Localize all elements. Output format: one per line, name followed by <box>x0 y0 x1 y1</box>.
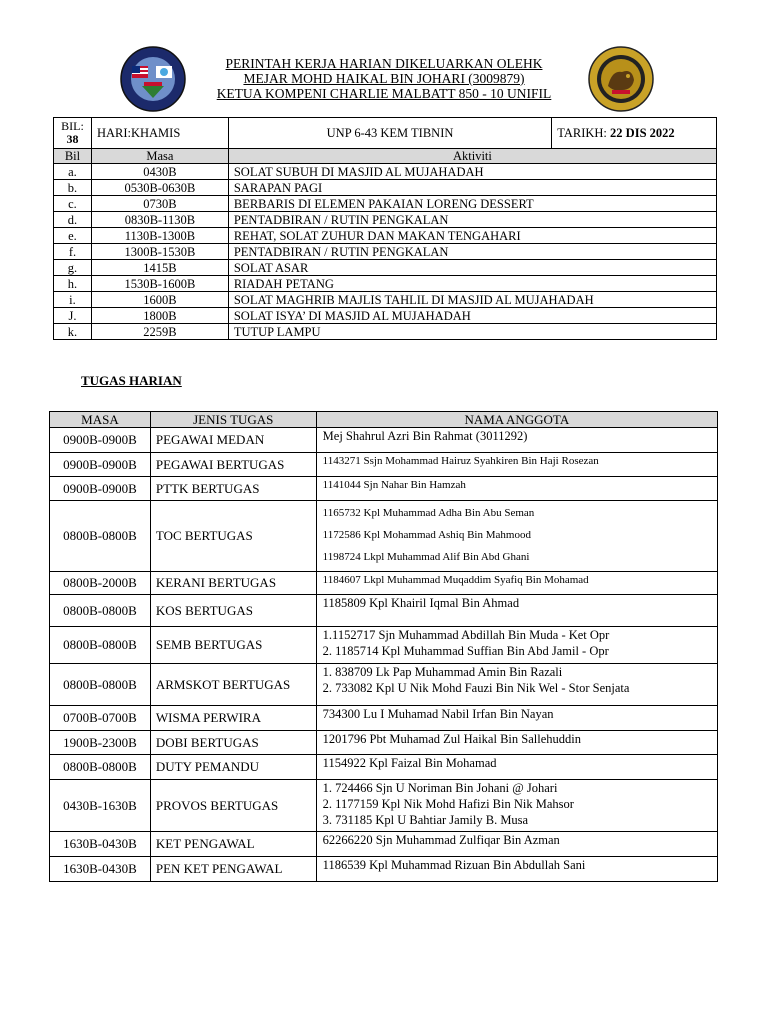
nama-anggota <box>316 477 717 501</box>
table-row <box>50 832 718 857</box>
nama-anggota <box>316 501 717 572</box>
table-row <box>54 164 717 180</box>
masa: 0800B-0800B <box>50 595 151 627</box>
member-name: 1184607 Lkpl Muhammad Muqaddim Syafiq Bin Mohamad <box>322 574 589 586</box>
jenis-tugas: PEGAWAI BERTUGAS <box>150 453 316 477</box>
tugas-harian-title: TUGAS HARIAN <box>81 373 182 388</box>
table-row <box>54 276 717 292</box>
masa: 1630B-0430B <box>50 832 151 857</box>
header-line-3: KETUA KOMPENI CHARLIE MALBATT 850 - 10 UNIFIL <box>216 86 552 101</box>
bil: b. <box>54 180 92 196</box>
nama-anggota <box>316 755 717 780</box>
member-name: 1154922 Kpl Faizal Bin Mohamad <box>322 756 497 770</box>
daily-schedule-table <box>53 117 717 340</box>
masa: 1630B-0430B <box>50 857 151 882</box>
member-name: 2. 733082 Kpl U Nik Mohd Fauzi Bin Nik Wel - Stor Senjata <box>322 681 630 695</box>
col-header-masa: MASA <box>50 412 151 428</box>
jenis-tugas: KOS BERTUGAS <box>150 595 316 627</box>
location-cell: UNP 6-43 KEM TIBNIN <box>228 118 551 149</box>
masa: 0430B <box>91 164 228 180</box>
header-line-2: MEJAR MOHD HAIKAL BIN JOHARI (3009879) <box>243 71 525 86</box>
jenis-tugas: PTTK BERTUGAS <box>150 477 316 501</box>
masa: 1530B-1600B <box>91 276 228 292</box>
nama-anggota <box>316 857 717 882</box>
tarikh-cell <box>552 118 717 149</box>
member-name: 1201796 Pbt Muhamad Zul Haikal Bin Sallehuddin <box>322 732 581 746</box>
table-row <box>50 501 718 572</box>
aktiviti: TUTUP LAMPU <box>228 324 716 340</box>
masa: 1300B-1530B <box>91 244 228 260</box>
nama-anggota <box>316 832 717 857</box>
aktiviti: REHAT, SOLAT ZUHUR DAN MAKAN TENGAHARI <box>228 228 716 244</box>
bil: c. <box>54 196 92 212</box>
nama-anggota <box>316 627 717 664</box>
bil: a. <box>54 164 92 180</box>
bil: h. <box>54 276 92 292</box>
masa: 1130B-1300B <box>91 228 228 244</box>
masa: 2259B <box>91 324 228 340</box>
nama-anggota <box>316 572 717 595</box>
masa: 0800B-0800B <box>50 755 151 780</box>
bil: e. <box>54 228 92 244</box>
table-row <box>54 244 717 260</box>
aktiviti: BERBARIS DI ELEMEN PAKAIAN LORENG DESSERT <box>228 196 716 212</box>
aktiviti: SOLAT SUBUH DI MASJID AL MUJAHADAH <box>228 164 716 180</box>
table-row <box>54 324 717 340</box>
bil-label: BIL: <box>61 119 84 133</box>
masa: 0430B-1630B <box>50 780 151 832</box>
member-name: 1141044 Sjn Nahar Bin Hamzah <box>322 479 466 491</box>
member-name: 1198724 Lkpl Muhammad Alif Bin Abd Ghani <box>322 551 530 563</box>
table-row <box>50 453 718 477</box>
member-name: 1185809 Kpl Khairil Iqmal Bin Ahmad <box>322 596 520 610</box>
bil: d. <box>54 212 92 228</box>
table-row <box>50 780 718 832</box>
member-name: 62266220 Sjn Muhammad Zulfiqar Bin Azman <box>322 833 560 847</box>
jenis-tugas: PROVOS BERTUGAS <box>150 780 316 832</box>
table-row <box>50 595 718 627</box>
table-row <box>54 292 717 308</box>
table-row <box>50 664 718 706</box>
col-header-jenis-tugas: JENIS TUGAS <box>150 412 316 428</box>
member-name: 3. 731185 Kpl U Bahtiar Jamily B. Musa <box>322 813 529 827</box>
col-header-nama-anggota: NAMA ANGGOTA <box>316 412 717 428</box>
col-header-bil: Bil <box>54 149 92 164</box>
masa: 0900B-0900B <box>50 477 151 501</box>
table-row <box>54 212 717 228</box>
table-row <box>54 180 717 196</box>
jenis-tugas: WISMA PERWIRA <box>150 706 316 731</box>
masa: 0800B-0800B <box>50 501 151 572</box>
member-name: Mej Shahrul Azri Bin Rahmat (3011292) <box>322 429 528 443</box>
jenis-tugas: KET PENGAWAL <box>150 832 316 857</box>
document-header <box>150 56 618 101</box>
jenis-tugas: PEGAWAI MEDAN <box>150 428 316 453</box>
nama-anggota <box>316 428 717 453</box>
masa: 0800B-2000B <box>50 572 151 595</box>
header-line-1: PERINTAH KERJA HARIAN DIKELUARKAN OLEHK <box>225 56 543 71</box>
duty-roster-table <box>49 411 718 882</box>
nama-anggota <box>316 595 717 627</box>
bil-number: 38 <box>66 132 79 146</box>
member-name: 1165732 Kpl Muhammad Adha Bin Abu Seman <box>322 507 535 519</box>
masa: 0730B <box>91 196 228 212</box>
member-name: 1143271 Ssjn Mohammad Hairuz Syahkiren Bin Haji Rosezan <box>322 455 599 467</box>
member-name: 2. 1185714 Kpl Muhammad Suffian Bin Abd Jamil - Opr <box>322 644 609 658</box>
masa: 1600B <box>91 292 228 308</box>
table-row <box>50 731 718 755</box>
table-row <box>50 706 718 731</box>
member-name: 1186539 Kpl Muhammad Rizuan Bin Abdullah Sani <box>322 858 586 872</box>
masa: 0700B-0700B <box>50 706 151 731</box>
jenis-tugas: SEMB BERTUGAS <box>150 627 316 664</box>
tarikh-value: 22 DIS 2022 <box>610 125 675 140</box>
nama-anggota <box>316 731 717 755</box>
masa: 0800B-0800B <box>50 627 151 664</box>
table-row <box>54 196 717 212</box>
duty-header-row <box>50 412 718 428</box>
aktiviti: RIADAH PETANG <box>228 276 716 292</box>
col-header-masa: Masa <box>91 149 228 164</box>
table-row <box>50 428 718 453</box>
jenis-tugas: KERANI BERTUGAS <box>150 572 316 595</box>
nama-anggota <box>316 453 717 477</box>
tarikh-label: TARIKH: <box>557 125 611 140</box>
nama-anggota <box>316 780 717 832</box>
nama-anggota <box>316 706 717 731</box>
col-header-aktiviti: Aktiviti <box>228 149 716 164</box>
bil-cell <box>54 118 92 149</box>
member-name: 1.1152717 Sjn Muhammad Abdillah Bin Muda - Ket Opr <box>322 628 610 642</box>
jenis-tugas: DOBI BERTUGAS <box>150 731 316 755</box>
masa: 1900B-2300B <box>50 731 151 755</box>
aktiviti: SOLAT MAGHRIB MAJLIS TAHLIL DI MASJID AL MUJAHADAH <box>228 292 716 308</box>
member-name: 1172586 Kpl Mohammad Ashiq Bin Mahmood <box>322 529 531 541</box>
masa: 0900B-0900B <box>50 453 151 477</box>
jenis-tugas: ARMSKOT BERTUGAS <box>150 664 316 706</box>
table-row <box>50 755 718 780</box>
table-row <box>50 477 718 501</box>
table-row <box>50 857 718 882</box>
member-name: 734300 Lu I Muhamad Nabil Irfan Bin Nayan <box>322 707 554 721</box>
aktiviti: PENTADBIRAN / RUTIN PENGKALAN <box>228 244 716 260</box>
member-name: 1. 838709 Lk Pap Muhammad Amin Bin Razali <box>322 665 563 679</box>
schedule-header-row <box>54 149 717 164</box>
aktiviti: PENTADBIRAN / RUTIN PENGKALAN <box>228 212 716 228</box>
bil: i. <box>54 292 92 308</box>
aktiviti: SOLAT ASAR <box>228 260 716 276</box>
aktiviti: SARAPAN PAGI <box>228 180 716 196</box>
bil: g. <box>54 260 92 276</box>
jenis-tugas: PEN KET PENGAWAL <box>150 857 316 882</box>
hari-cell: HARI:KHAMIS <box>91 118 228 149</box>
bil: f. <box>54 244 92 260</box>
nama-anggota <box>316 664 717 706</box>
table-row <box>54 228 717 244</box>
table-row <box>50 572 718 595</box>
masa: 0830B-1130B <box>91 212 228 228</box>
bil: J. <box>54 308 92 324</box>
table-row <box>54 308 717 324</box>
masa: 0900B-0900B <box>50 428 151 453</box>
member-name: 2. 1177159 Kpl Nik Mohd Hafizi Bin Nik Mahsor <box>322 797 574 811</box>
table-row <box>54 260 717 276</box>
masa: 1800B <box>91 308 228 324</box>
aktiviti: SOLAT ISYA’ DI MASJID AL MUJAHADAH <box>228 308 716 324</box>
bil: k. <box>54 324 92 340</box>
member-name: 1. 724466 Sjn U Noriman Bin Johani @ Johari <box>322 781 558 795</box>
masa: 0530B-0630B <box>91 180 228 196</box>
schedule-info-row <box>54 118 717 149</box>
masa: 0800B-0800B <box>50 664 151 706</box>
jenis-tugas: DUTY PEMANDU <box>150 755 316 780</box>
masa: 1415B <box>91 260 228 276</box>
jenis-tugas: TOC BERTUGAS <box>150 501 316 572</box>
table-row <box>50 627 718 664</box>
